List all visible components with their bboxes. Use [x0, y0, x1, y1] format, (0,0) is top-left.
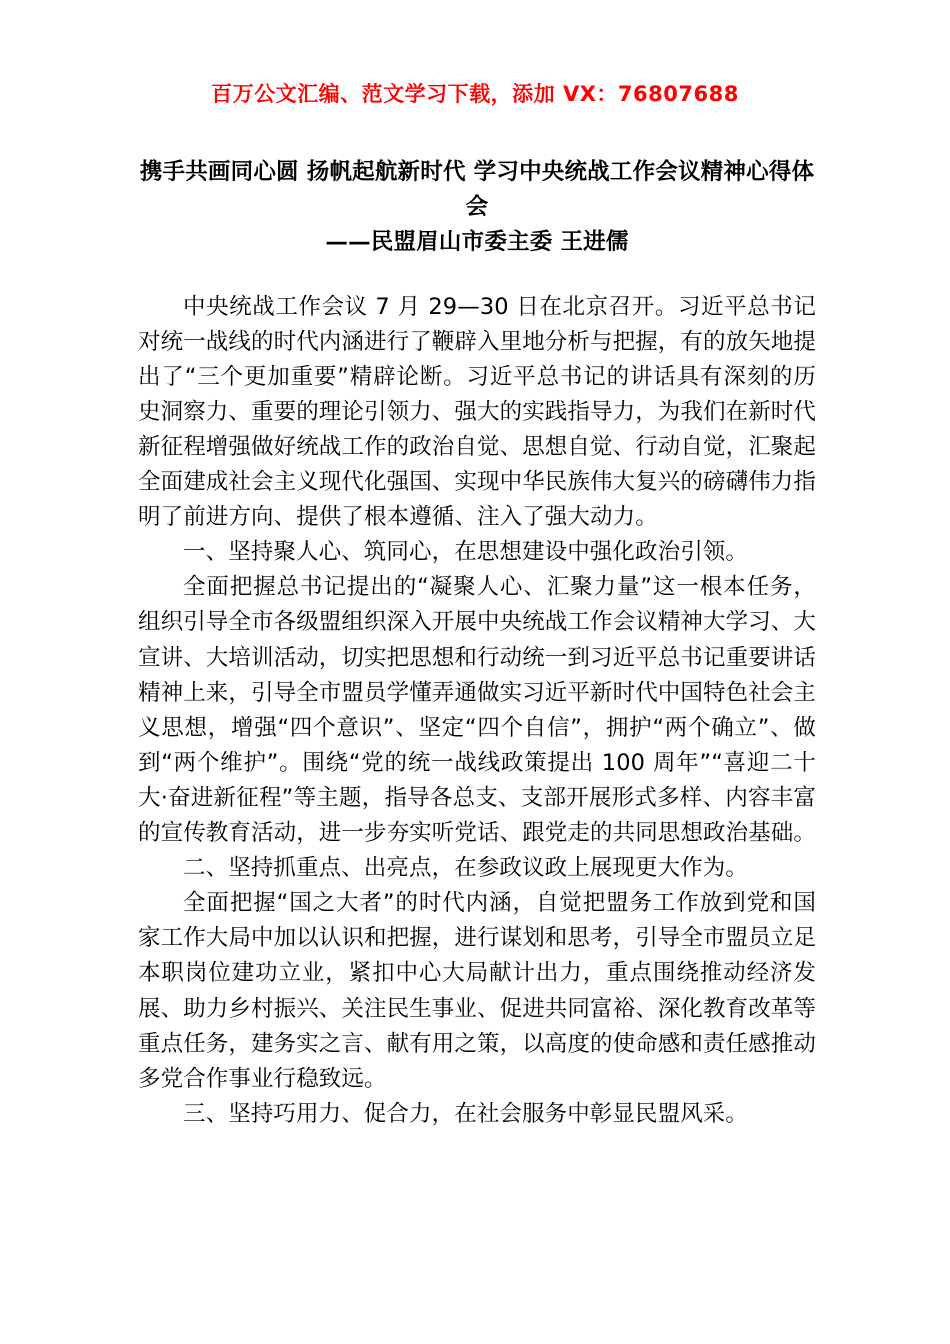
title-spacer [138, 260, 816, 290]
paragraph: 中央统战工作会议 7 月 29—30 日在北京召开。习近平总书记对统一战线的时代内涵进行了鞭辟入里地分析与把握，有的放矢地提出了“三个更加重要”精辟论断。习近平总书记的讲话具有深刻的历史洞察力、重要的理论引领力、强大的实践指导力，为我们在新时代新征程增强做好统战工作的政治自觉、思想自觉、行动自觉，汇聚起全面建成社会主义现代化强国、实现中华民族伟大复兴的磅礴伟力指明了前进方向、提供了根本遵循、注入了强大动力。 [138, 293, 817, 531]
paragraph: 三、坚持巧用力、促合力，在社会服务中彰显民盟风采。 [183, 1100, 749, 1127]
watermark-text: 百万公文汇编、范文学习下载，添加 VX：76807688 [211, 82, 739, 106]
paragraph: 一、坚持聚人心、筑同心，在思想建设中强化政治引领。 [183, 539, 749, 566]
paragraph: 二、坚持抓重点、出亮点，在参政议政上展现更大作为。 [183, 855, 749, 882]
document-author-line: ——民盟眉山市委主委 王进儒 [325, 228, 629, 255]
document-body [138, 155, 816, 1132]
paragraph: 全面把握“国之大者”的时代内涵，自觉把盟务工作放到党和国家工作大局中加以认识和把握，进行谋划和思考，引导全市盟员立足本职岗位建功立业，紧扣中心大局献计出力，重点围绕推动经济发展、助力乡村振兴、关注民生事业、促进共同富裕、深化教育改革等重点任务，建务实之言、献有用之策，以高度的使命感和责任感推动多党合作事业行稳致远。 [138, 890, 817, 1092]
page-title: 携手共画同心圆 扬帆起航新时代 学习中央统战工作会议精神心得体会 [139, 159, 815, 220]
paragraph: 全面把握总书记提出的“凝聚人心、汇聚力量”这一根本任务，组织引导全市各级盟组织深入开展中央统战工作会议精神大学习、大宣讲、大培训活动，切实把思想和行动统一到习近平总书记重要讲话精神上来，引导全市盟员学懂弄通做实习近平新时代中国特色社会主义思想，增强“四个意识”、坚定“四个自信”，拥护“两个确立”、做到“两个维护”。围绕“党的统一战线政策提出 100 周年”“喜迎二十大·奋进新征程”等主题，指导各总支、支部开展形式多样、内容丰富的宣传教育活动，进一步夯实听党话、跟党走的共同思想政治基础。 [138, 574, 817, 847]
